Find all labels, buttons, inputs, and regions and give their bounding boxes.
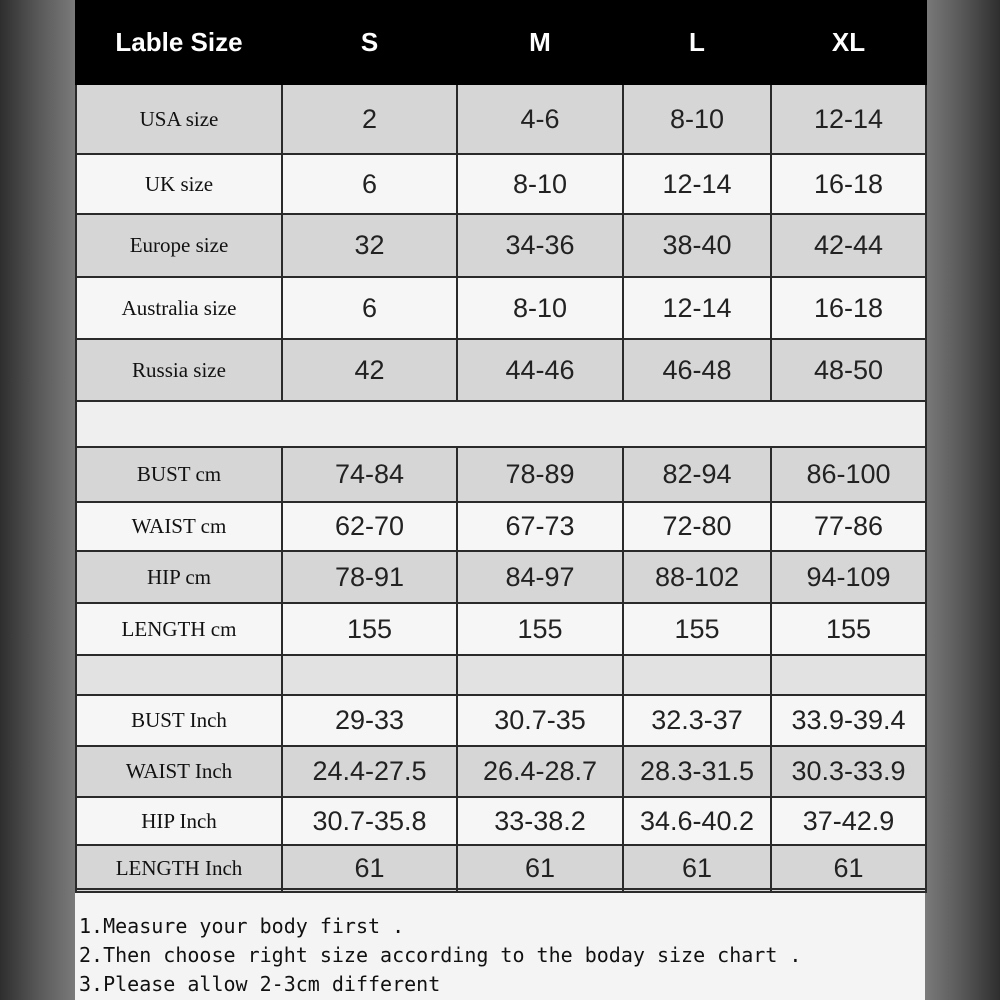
cell-xl: 61: [771, 845, 926, 892]
row-australia-size: [76, 277, 926, 339]
cell-l: 12-14: [623, 154, 771, 214]
row-label: UK size: [76, 154, 282, 214]
cell-xl: 48-50: [771, 339, 926, 401]
note-line: 3.Please allow 2-3cm different: [79, 972, 441, 996]
cell-xl: 37-42.9: [771, 797, 926, 845]
size-chart-sheet: [75, 0, 925, 1000]
cell-xl: 77-86: [771, 502, 926, 551]
cell-s: 24.4-27.5: [282, 746, 457, 797]
spacer-cell: [76, 401, 926, 447]
size-chart-table: [75, 0, 927, 893]
cell-m: 30.7-35: [457, 695, 623, 746]
row-label: USA size: [76, 84, 282, 154]
row-europe-size: [76, 214, 926, 277]
header-size-m: M: [457, 1, 623, 84]
cell-m: 84-97: [457, 551, 623, 603]
header-size-s: S: [282, 1, 457, 84]
measurement-notes: [75, 888, 925, 1000]
cell-l: 82-94: [623, 447, 771, 502]
row-label: WAIST Inch: [76, 746, 282, 797]
cell-xl: 86-100: [771, 447, 926, 502]
cell-xl: 30.3-33.9: [771, 746, 926, 797]
cell-xl: 42-44: [771, 214, 926, 277]
note-line: 2.Then choose right size according to the boday size chart .: [79, 943, 802, 967]
cell-xl: 16-18: [771, 154, 926, 214]
cell-l: 88-102: [623, 551, 771, 603]
cell-l: 72-80: [623, 502, 771, 551]
row-uk-size: [76, 154, 926, 214]
row-length-inch: [76, 845, 926, 892]
row-bust-inch: [76, 695, 926, 746]
cell-l: 32.3-37: [623, 695, 771, 746]
row-waist-inch: [76, 746, 926, 797]
header-row: [76, 1, 926, 84]
cell-xl: 16-18: [771, 277, 926, 339]
cell-s: 61: [282, 845, 457, 892]
row-label: Australia size: [76, 277, 282, 339]
cell-s: 30.7-35.8: [282, 797, 457, 845]
cell-l: 8-10: [623, 84, 771, 154]
cell-xl: 94-109: [771, 551, 926, 603]
cell-s: 32: [282, 214, 457, 277]
spacer-cell: [76, 655, 282, 695]
row-label: Russia size: [76, 339, 282, 401]
cell-l: 155: [623, 603, 771, 655]
cell-m: 34-36: [457, 214, 623, 277]
cell-xl: 12-14: [771, 84, 926, 154]
cell-m: 33-38.2: [457, 797, 623, 845]
cell-s: 78-91: [282, 551, 457, 603]
cell-l: 61: [623, 845, 771, 892]
spacer-cell: [623, 655, 771, 695]
row-bust-cm: [76, 447, 926, 502]
row-waist-cm: [76, 502, 926, 551]
cell-m: 8-10: [457, 154, 623, 214]
row-label: LENGTH Inch: [76, 845, 282, 892]
row-label: HIP cm: [76, 551, 282, 603]
cell-m: 4-6: [457, 84, 623, 154]
cell-s: 2: [282, 84, 457, 154]
cell-xl: 155: [771, 603, 926, 655]
cell-m: 61: [457, 845, 623, 892]
row-hip-inch: [76, 797, 926, 845]
cell-s: 6: [282, 154, 457, 214]
cell-l: 34.6-40.2: [623, 797, 771, 845]
spacer-row: [76, 655, 926, 695]
cell-s: 155: [282, 603, 457, 655]
cell-s: 74-84: [282, 447, 457, 502]
row-label: BUST cm: [76, 447, 282, 502]
row-russia-size: [76, 339, 926, 401]
row-label: LENGTH cm: [76, 603, 282, 655]
cell-m: 67-73: [457, 502, 623, 551]
row-label: Europe size: [76, 214, 282, 277]
cell-m: 44-46: [457, 339, 623, 401]
spacer-row: [76, 401, 926, 447]
spacer-cell: [771, 655, 926, 695]
header-lable-size: Lable Size: [76, 1, 282, 84]
cell-m: 155: [457, 603, 623, 655]
cell-s: 62-70: [282, 502, 457, 551]
cell-s: 29-33: [282, 695, 457, 746]
cell-l: 12-14: [623, 277, 771, 339]
note-line: 1.Measure your body first .: [79, 914, 405, 938]
cell-l: 28.3-31.5: [623, 746, 771, 797]
row-hip-cm: [76, 551, 926, 603]
spacer-cell: [282, 655, 457, 695]
header-size-l: L: [623, 1, 771, 84]
row-label: BUST Inch: [76, 695, 282, 746]
cell-xl: 33.9-39.4: [771, 695, 926, 746]
row-length-cm: [76, 603, 926, 655]
cell-s: 6: [282, 277, 457, 339]
cell-m: 8-10: [457, 277, 623, 339]
cell-l: 46-48: [623, 339, 771, 401]
row-usa-size: [76, 84, 926, 154]
spacer-cell: [457, 655, 623, 695]
cell-l: 38-40: [623, 214, 771, 277]
row-label: HIP Inch: [76, 797, 282, 845]
row-label: WAIST cm: [76, 502, 282, 551]
cell-m: 78-89: [457, 447, 623, 502]
cell-m: 26.4-28.7: [457, 746, 623, 797]
header-size-xl: XL: [771, 1, 926, 84]
cell-s: 42: [282, 339, 457, 401]
